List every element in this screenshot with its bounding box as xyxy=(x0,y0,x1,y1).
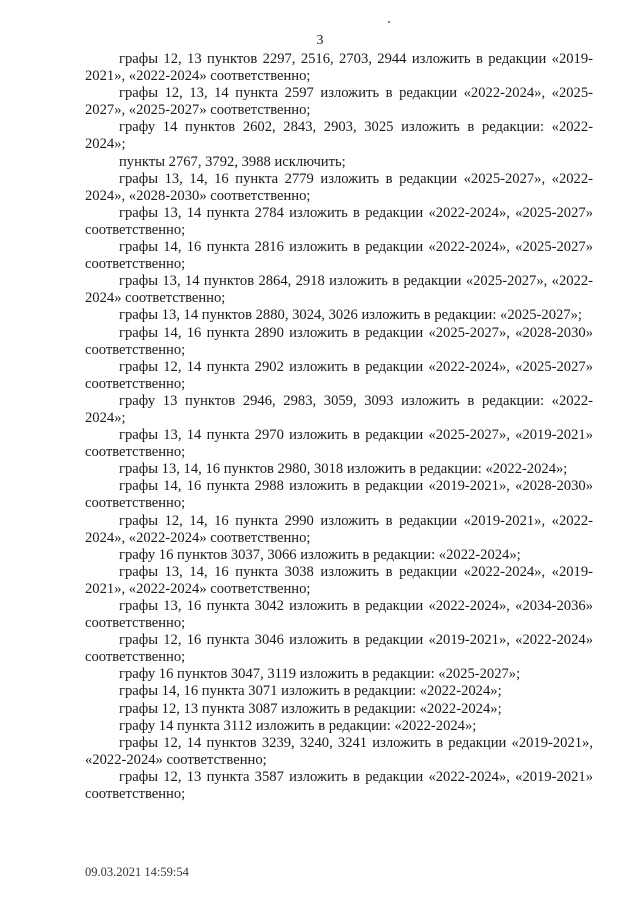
scan-artifact-dot xyxy=(388,21,390,23)
paragraph: пункты 2767, 3792, 3988 исключить; xyxy=(119,153,346,170)
paragraph: графы 12, 14, 16 пункта 2990 изложить в редакции «2019-2021», «2022-2024», «2022-2024» соответственно; xyxy=(85,512,593,546)
paragraph: графы 14, 16 пункта 2988 изложить в редакции «2019-2021», «2028-2030» соответственно; xyxy=(85,478,593,512)
paragraph: графы 13, 14, 16 пунктов 2980, 3018 изложить в редакции: «2022-2024»; xyxy=(119,461,568,478)
paragraph: графы 13, 14, 16 пункта 3038 изложить в редакции «2022-2024», «2019-2021», «2022-2024» соответственно; xyxy=(85,563,593,597)
paragraph: графы 13, 14 пунктов 2880, 3024, 3026 изложить в редакции: «2025-2027»; xyxy=(119,307,582,324)
paragraph: графу 13 пунктов 2946, 2983, 3059, 3093 изложить в редакции: «2022-2024»; xyxy=(85,392,593,426)
paragraph: графы 12, 14 пунктов 3239, 3240, 3241 изложить в редакции «2019-2021», «2022-2024» соответственно; xyxy=(85,734,593,768)
paragraph: графу 16 пунктов 3037, 3066 изложить в редакции: «2022-2024»; xyxy=(119,546,521,563)
paragraph: графу 14 пунктов 2602, 2843, 2903, 3025 изложить в редакции: «2022-2024»; xyxy=(85,119,593,153)
paragraph: графы 14, 16 пункта 3071 изложить в редакции: «2022-2024»; xyxy=(119,683,502,700)
paragraph: графы 13, 14 пункта 2784 изложить в редакции «2022-2024», «2025-2027» соответственно; xyxy=(85,204,593,238)
paragraph: графы 12, 13 пунктов 2297, 2516, 2703, 2944 изложить в редакции «2019-2021», «2022-2024» соответственно; xyxy=(85,51,593,85)
paragraph: графы 12, 13 пункта 3087 изложить в редакции: «2022-2024»; xyxy=(119,700,502,717)
paragraph: графы 14, 16 пункта 2890 изложить в редакции «2025-2027», «2028-2030» соответственно; xyxy=(85,324,593,358)
paragraph: графы 13, 16 пункта 3042 изложить в редакции «2022-2024», «2034-2036» соответственно; xyxy=(85,598,593,632)
print-timestamp: 09.03.2021 14:59:54 xyxy=(85,865,189,879)
paragraph: графу 14 пункта 3112 изложить в редакции: «2022-2024»; xyxy=(119,717,477,734)
paragraph: графы 12, 16 пункта 3046 изложить в редакции «2019-2021», «2022-2024» соответственно; xyxy=(85,632,593,666)
page-number: 3 xyxy=(316,33,324,48)
paragraph: графы 14, 16 пункта 2816 изложить в редакции «2022-2024», «2025-2027» соответственно; xyxy=(85,239,593,273)
document-body xyxy=(85,51,593,803)
paragraph: графы 13, 14 пунктов 2864, 2918 изложить в редакции «2025-2027», «2022-2024» соответственно; xyxy=(85,273,593,307)
paragraph: графы 13, 14 пункта 2970 изложить в редакции «2025-2027», «2019-2021» соответственно; xyxy=(85,427,593,461)
paragraph: графы 12, 14 пункта 2902 изложить в редакции «2022-2024», «2025-2027» соответственно; xyxy=(85,358,593,392)
paragraph: графы 12, 13 пункта 3587 изложить в редакции «2022-2024», «2019-2021» соответственно; xyxy=(85,768,593,803)
paragraph: графы 13, 14, 16 пункта 2779 изложить в редакции «2025-2027», «2022-2024», «2028-2030» соответственно; xyxy=(85,170,593,204)
paragraph: графу 16 пунктов 3047, 3119 изложить в редакции: «2025-2027»; xyxy=(119,666,521,683)
paragraph: графы 12, 13, 14 пункта 2597 изложить в редакции «2022-2024», «2025-2027», «2025-2027» соответственно; xyxy=(85,85,593,119)
